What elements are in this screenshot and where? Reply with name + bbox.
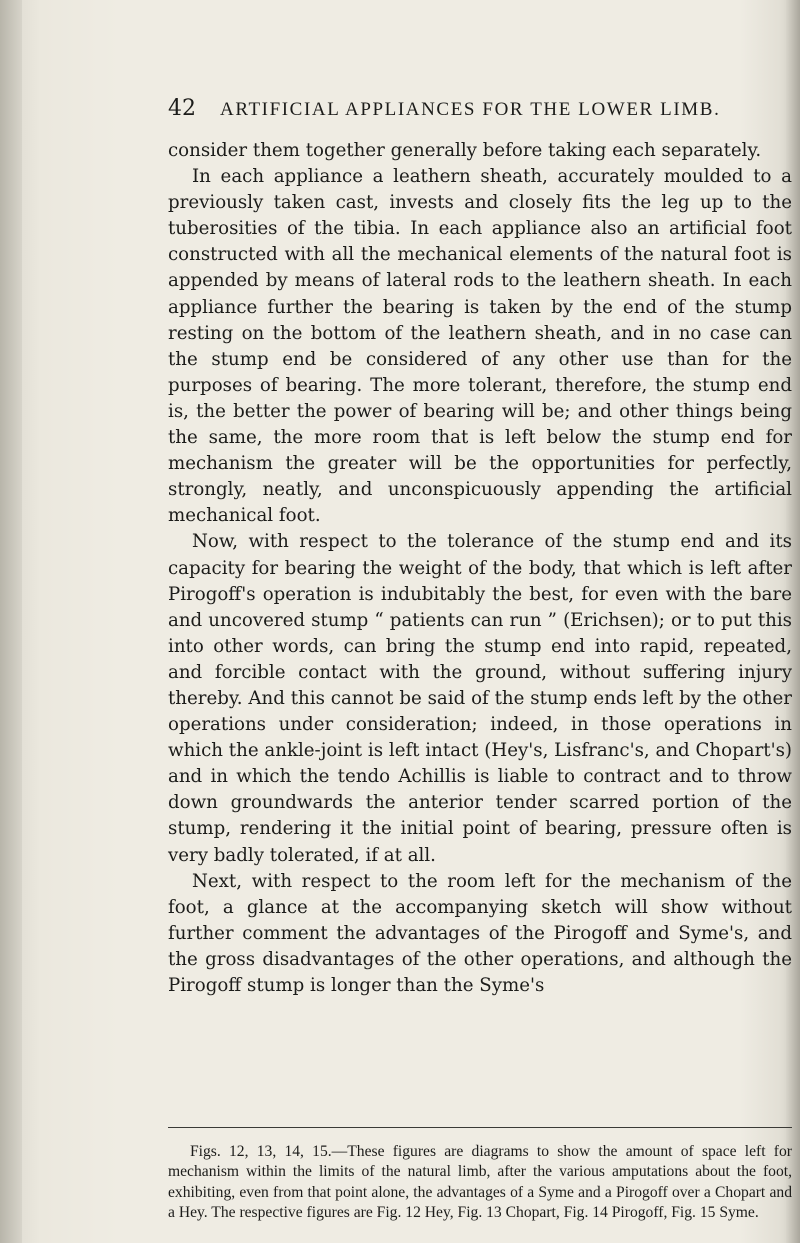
paragraph-mechanism-room: Next, with respect to the room left for the mechanism of the foot, a glance at the accompanying sketch will show without further comment the advantages of the Pirogoff and Syme's, and the gross disadvantages of the other operations, and although the Pirogoff stump is longer than the Syme's [168, 870, 792, 996]
page-gutter-shadow [0, 0, 22, 1243]
paragraph-continuation: consider them together generally before taking each separately. [168, 140, 762, 161]
footnote-text: Figs. 12, 13, 14, 15.—These figures are diagrams to show the amount of space left for mechanism within the limits of the natural limb, after the various amputations about the foot, exhibiting, even from that point alone, the advantages of a Syme and a Pirogoff over a Chopart and a Hey. The respective figures are Fig. 12 Hey, Fig. 13 Chopart, Fig. 14 Pirogoff, Fig. 15 Syme. [168, 1143, 792, 1222]
figure-footnote [168, 1142, 792, 1224]
body-text [168, 138, 792, 999]
running-header [168, 96, 728, 130]
paragraph-tolerance: Now, with respect to the tolerance of the stump end and its capacity for bearing the weight of the body, that which is left after Pirogoff's operation is indubitably the best, for even with the bare and uncovered stump “ patients can run ” (Erichsen); or to put this into other words, can bring the stump end into rapid, repeated, and forcible contact with the ground, without suffering injury thereby. And this cannot be said of the stump ends left by the other operations under consideration; indeed, in those operations in which the ankle-joint is left intact (Hey's, Lisfranc's, and Chopart's) and in which the tendo Achillis is liable to contract and to throw down groundwards the anterior tender scarred portion of the stump, rendering it the initial point of bearing, pressure often is very badly tolerated, if at all. [168, 531, 792, 866]
paragraph-appliance: In each appliance a leathern sheath, accurately moulded to a previously taken cast, invests and closely fits the leg up to the tuberosities of the tibia. In each appliance also an artificial foot constructed with all the mechanical elements of the natural foot is appended by means of lateral rods to the leathern sheath. In each appliance further the bearing is taken by the end of the stump resting on the bottom of the leathern sheath, and in no case can the stump end be considered of any other use than for the purposes of bearing. The more tolerant, therefore, the stump end is, the better the power of bearing will be; and other things being the same, the more room that is left below the stump end for mechanism the greater will be the opportunities for perfectly, strongly, neatly, and unconspicuously appending the artificial mechanical foot. [168, 166, 792, 527]
footnote-divider [168, 1127, 792, 1128]
page-number: 42 [168, 96, 196, 121]
running-title: ARTIFICIAL APPLIANCES FOR THE LOWER LIMB. [220, 99, 721, 120]
